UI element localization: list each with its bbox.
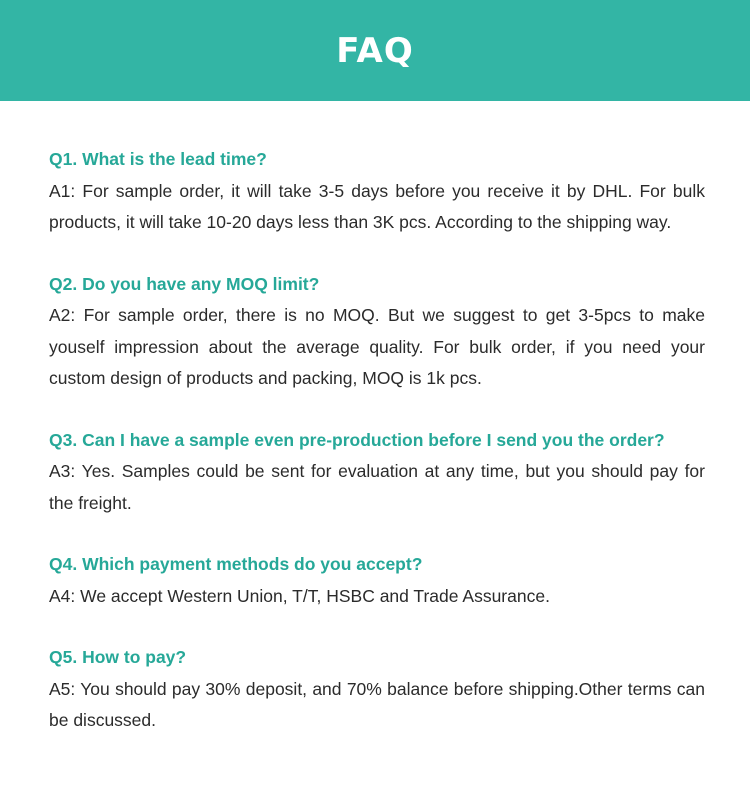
faq-question-4: Q4. Which payment methods do you accept? [49, 554, 423, 574]
faq-answer-1: A1: For sample order, it will take 3-5 days before you receive it by DHL. For bulk products, it will take 10-20 days less than 3K pcs. According to the shipping way. [49, 180, 705, 232]
faq-item-2 [49, 269, 705, 395]
faq-answer-2: A2: For sample order, there is no MOQ. But we suggest to get 3-5pcs to make youself impression about the average quality. For bulk order, if you need your custom design of products and packing, MOQ is 1k pcs. [49, 305, 705, 388]
faq-list [49, 144, 705, 737]
faq-question-3: Q3. Can I have a sample even pre-production before I send you the order? [49, 429, 665, 450]
faq-question-5: Q5. How to pay? [49, 647, 187, 667]
page-title: FAQ [336, 30, 414, 71]
faq-question-1: Q1. What is the lead time? [49, 149, 267, 169]
faq-question-2: Q2. Do you have any MOQ limit? [49, 273, 320, 294]
faq-answer-4: A4: We accept Western Union, T/T, HSBC and Trade Assurance. [49, 585, 550, 606]
faq-answer-3: A3: Yes. Samples could be sent for evaluation at any time, but you should pay for the freight. [49, 461, 705, 513]
faq-item-1 [49, 144, 705, 239]
faq-answer-5: A5: You should pay 30% deposit, and 70% balance before shipping.Other terms can be discussed. [49, 678, 705, 730]
faq-item-4 [49, 549, 705, 612]
faq-item-5 [49, 642, 705, 737]
faq-item-3 [49, 425, 705, 520]
faq-header [0, 0, 750, 101]
